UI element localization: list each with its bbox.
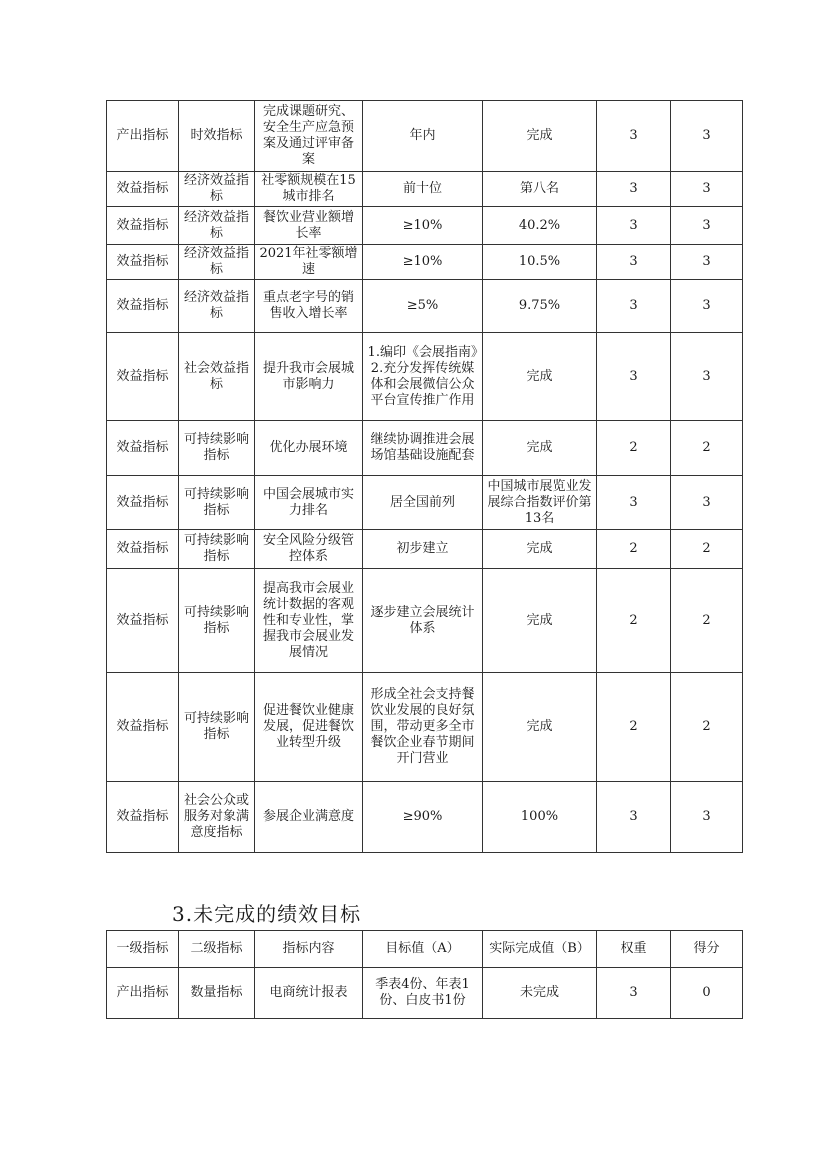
indicator-table: [106, 100, 743, 853]
level1-cell: 效益指标: [107, 530, 179, 569]
score-cell: 0: [671, 968, 743, 1019]
weight-cell: 2: [597, 530, 671, 569]
target-cell: 季表4份、年表1份、白皮书1份: [363, 968, 483, 1019]
table-row: [107, 101, 743, 172]
header-actual-cell: 实际完成值（B）: [483, 931, 597, 968]
weight-cell: 3: [597, 968, 671, 1019]
content-cell: 优化办展环境: [255, 421, 363, 476]
actual-cell: 完成: [483, 530, 597, 569]
table-row: [107, 476, 743, 530]
target-cell: 初步建立: [363, 530, 483, 569]
weight-cell: 2: [597, 569, 671, 673]
content-cell: 2021年社零额增速: [255, 245, 363, 280]
level2-cell: 可持续影响指标: [179, 421, 255, 476]
actual-cell: 100%: [483, 782, 597, 853]
section-heading: 3.未完成的绩效目标: [172, 902, 362, 926]
weight-cell: 3: [597, 280, 671, 333]
weight-cell: 3: [597, 476, 671, 530]
actual-cell: 中国城市展览业发展综合指数评价第13名: [483, 476, 597, 530]
weight-cell: 3: [597, 333, 671, 421]
level2-cell: 时效指标: [179, 101, 255, 172]
target-cell: ≥90%: [363, 782, 483, 853]
score-cell: 3: [671, 207, 743, 245]
level2-cell: 经济效益指标: [179, 207, 255, 245]
target-cell: ≥10%: [363, 207, 483, 245]
weight-cell: 3: [597, 172, 671, 207]
weight-cell: 3: [597, 101, 671, 172]
header-level2-cell: 二级指标: [179, 931, 255, 968]
table-row: [107, 207, 743, 245]
level2-cell: 数量指标: [179, 968, 255, 1019]
content-cell: 餐饮业营业额增长率: [255, 207, 363, 245]
table-row: [107, 530, 743, 569]
actual-cell: 完成: [483, 333, 597, 421]
weight-cell: 2: [597, 421, 671, 476]
content-cell: 促进餐饮业健康发展，促进餐饮业转型升级: [255, 673, 363, 782]
table-row: [107, 569, 743, 673]
level2-cell: 可持续影响指标: [179, 476, 255, 530]
level1-cell: 效益指标: [107, 782, 179, 853]
content-cell: 电商统计报表: [255, 968, 363, 1019]
content-cell: 安全风险分级管控体系: [255, 530, 363, 569]
actual-cell: 第八名: [483, 172, 597, 207]
table-row: [107, 280, 743, 333]
level2-cell: 社会公众或服务对象满意度指标: [179, 782, 255, 853]
score-cell: 2: [671, 673, 743, 782]
table-row: [107, 172, 743, 207]
level2-cell: 社会效益指标: [179, 333, 255, 421]
header-score-cell: 得分: [671, 931, 743, 968]
weight-cell: 3: [597, 245, 671, 280]
table-row: [107, 333, 743, 421]
table-header-row: [107, 931, 743, 968]
content-cell: 参展企业满意度: [255, 782, 363, 853]
content-cell: 提高我市会展业统计数据的客观性和专业性，掌握我市会展业发展情况: [255, 569, 363, 673]
table-row: [107, 673, 743, 782]
level1-cell: 效益指标: [107, 333, 179, 421]
level1-cell: 效益指标: [107, 172, 179, 207]
unfinished-goals-table: [106, 930, 743, 1019]
header-target-cell: 目标值（A）: [363, 931, 483, 968]
score-cell: 3: [671, 101, 743, 172]
target-cell: 居全国前列: [363, 476, 483, 530]
level2-cell: 经济效益指标: [179, 280, 255, 333]
target-cell: 1.编印《会展指南》2.充分发挥传统媒体和会展微信公众平台宣传推广作用: [363, 333, 483, 421]
level1-cell: 效益指标: [107, 569, 179, 673]
level1-cell: 效益指标: [107, 245, 179, 280]
level2-cell: 经济效益指标: [179, 172, 255, 207]
content-cell: 社零额规模在15城市排名: [255, 172, 363, 207]
content-cell: 重点老字号的销售收入增长率: [255, 280, 363, 333]
target-cell: 前十位: [363, 172, 483, 207]
weight-cell: 3: [597, 207, 671, 245]
score-cell: 3: [671, 476, 743, 530]
content-cell: 完成课题研究、安全生产应急预案及通过评审备案: [255, 101, 363, 172]
actual-cell: 完成: [483, 421, 597, 476]
table-row: [107, 245, 743, 280]
table-row: [107, 968, 743, 1019]
score-cell: 2: [671, 569, 743, 673]
score-cell: 3: [671, 333, 743, 421]
score-cell: 2: [671, 530, 743, 569]
table-row: [107, 782, 743, 853]
actual-cell: 9.75%: [483, 280, 597, 333]
weight-cell: 2: [597, 673, 671, 782]
target-cell: ≥5%: [363, 280, 483, 333]
header-content-cell: 指标内容: [255, 931, 363, 968]
level2-cell: 可持续影响指标: [179, 530, 255, 569]
actual-cell: 40.2%: [483, 207, 597, 245]
level2-cell: 经济效益指标: [179, 245, 255, 280]
actual-cell: 10.5%: [483, 245, 597, 280]
score-cell: 3: [671, 280, 743, 333]
level2-cell: 可持续影响指标: [179, 673, 255, 782]
level1-cell: 效益指标: [107, 207, 179, 245]
actual-cell: 未完成: [483, 968, 597, 1019]
target-cell: 继续协调推进会展场馆基础设施配套: [363, 421, 483, 476]
level1-cell: 效益指标: [107, 280, 179, 333]
target-cell: 年内: [363, 101, 483, 172]
score-cell: 3: [671, 245, 743, 280]
actual-cell: 完成: [483, 673, 597, 782]
score-cell: 2: [671, 421, 743, 476]
content-cell: 提升我市会展城市影响力: [255, 333, 363, 421]
weight-cell: 3: [597, 782, 671, 853]
actual-cell: 完成: [483, 569, 597, 673]
actual-cell: 完成: [483, 101, 597, 172]
table-row: [107, 421, 743, 476]
level1-cell: 产出指标: [107, 968, 179, 1019]
score-cell: 3: [671, 172, 743, 207]
level1-cell: 产出指标: [107, 101, 179, 172]
level2-cell: 可持续影响指标: [179, 569, 255, 673]
target-cell: 形成全社会支持餐饮业发展的良好氛围，带动更多全市餐饮企业春节期间开门营业: [363, 673, 483, 782]
target-cell: ≥10%: [363, 245, 483, 280]
target-cell: 逐步建立会展统计体系: [363, 569, 483, 673]
level1-cell: 效益指标: [107, 421, 179, 476]
level1-cell: 效益指标: [107, 476, 179, 530]
header-level1-cell: 一级指标: [107, 931, 179, 968]
score-cell: 3: [671, 782, 743, 853]
level1-cell: 效益指标: [107, 673, 179, 782]
header-weight-cell: 权重: [597, 931, 671, 968]
content-cell: 中国会展城市实力排名: [255, 476, 363, 530]
